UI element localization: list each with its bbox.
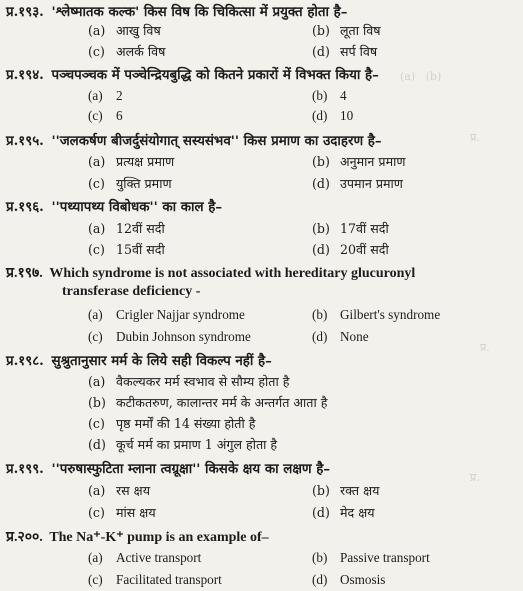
option-d: (d) उपमान प्रमाण [312, 176, 403, 191]
question-text [6, 197, 222, 215]
question-stem: पञ्चपञ्चक में पञ्चेन्द्रियबुद्धि को कितने प्रकारों में विभक्त किया है– [51, 67, 379, 83]
question-stem: Which syndrome is not associated with hereditary glucuronyl [49, 266, 416, 281]
bleed-through-mark: प्र. [480, 341, 490, 354]
question-number: प्र.२००. [6, 530, 43, 545]
option-d: (d) None [312, 329, 369, 344]
question-stem: ''जलकर्षण बीजर्दुसंयोगात् सस्यसंभव'' किस प्रमाण का उदाहरण है– [51, 133, 382, 149]
option-c: (c) Dubin Johnson syndrome [88, 329, 251, 344]
bleed-through-mark: प्र. [470, 471, 480, 484]
question-stem: 'श्लेष्मातक कल्क' किस विष कि चिकित्सा में प्रयुक्त होता है– [51, 4, 348, 20]
option-a: (a) Active transport [88, 550, 202, 565]
option-a: (a) Crigler Najjar syndrome [88, 307, 245, 322]
option-c: (c) पृष्ठ मर्मों की 14 संख्या होती है [88, 416, 256, 431]
option-b: (b) लूता विष [312, 23, 381, 38]
question-text [6, 351, 272, 369]
option-c: (c) मांस क्षय [88, 505, 156, 520]
option-c: (c) अलर्क विष [88, 44, 166, 59]
option-b: (b) अनुमान प्रमाण [312, 154, 406, 169]
option-d: (d) 10 [312, 108, 354, 123]
question-number: प्र.१९५. [6, 133, 44, 149]
option-d: (d) सर्प विष [312, 44, 378, 59]
question-stem: सुश्रुतानुसार मर्म के लिये सही विकल्प नहीं है– [51, 353, 272, 369]
option-a: (a) प्रत्यक्ष प्रमाण [88, 154, 175, 169]
question-stem: ''परुषास्फुटिता म्लाना त्वग्रूक्षा'' किसके क्षय का लक्षण है– [51, 461, 331, 477]
question-text [6, 2, 347, 20]
option-c: (c) 15वीं सदी [88, 242, 165, 257]
option-c: (c) युक्ति प्रमाण [88, 176, 172, 191]
option-d: (d) 20वीं सदी [312, 242, 389, 257]
question-number: प्र.१९३. [6, 4, 44, 20]
question-text [6, 263, 415, 282]
bleed-through-mark: प्र. [470, 131, 480, 144]
option-b: (b) कटीकतरुण, कालान्तर मर्म के अन्तर्गत आता है [88, 395, 328, 410]
option-b: (b) Passive transport [312, 550, 430, 565]
question-number: प्र.१९७. [6, 266, 43, 281]
option-b: (b) 17वीं सदी [312, 221, 389, 236]
option-c: (c) Facilitated transport [88, 572, 222, 587]
question-stem: ''पथ्यापथ्य विबोधक'' का काल है– [51, 199, 223, 215]
question-number: प्र.१९६. [6, 199, 44, 215]
option-d: (d) Osmosis [312, 572, 386, 587]
option-a: (a) 2 [88, 88, 123, 103]
option-c: (c) 6 [88, 108, 123, 123]
option-a: (a) वैकल्यकर मर्म स्वभाव से सौम्य होता है [88, 374, 290, 389]
question-stem: The Na⁺-K⁺ pump is an example of– [49, 530, 269, 545]
option-a: (a) आखु विष [88, 23, 161, 38]
option-b: (b) रक्त क्षय [312, 483, 380, 498]
bleed-through-mark: (a) (b) [400, 70, 442, 83]
option-a: (a) 12वीं सदी [88, 221, 165, 236]
question-number: प्र.१९९. [6, 461, 44, 477]
question-text [6, 459, 330, 477]
question-number: प्र.१९४. [6, 67, 44, 83]
option-b: (b) 4 [312, 88, 347, 103]
question-text [6, 65, 379, 83]
question-text [6, 527, 269, 546]
option-a: (a) रस क्षय [88, 483, 151, 498]
question-stem-continued: transferase deficiency - [62, 284, 201, 299]
option-d: (d) कूर्च मर्म का प्रमाण 1 अंगुल होता है [88, 437, 278, 452]
question-text [6, 131, 382, 149]
option-b: (b) Gilbert's syndrome [312, 307, 441, 322]
option-d: (d) मेद क्षय [312, 505, 375, 520]
question-number: प्र.१९८. [6, 353, 44, 369]
